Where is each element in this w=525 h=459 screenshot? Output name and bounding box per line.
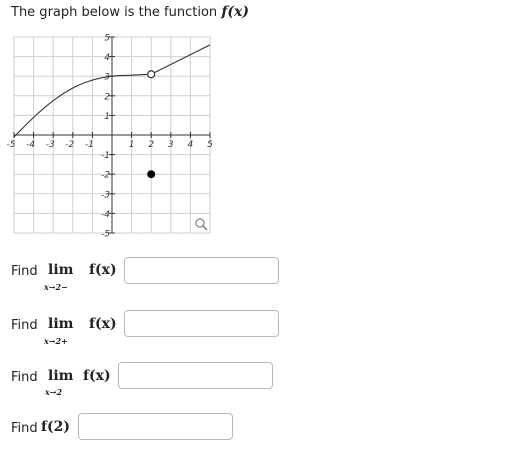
part-two-sided-limit: [11, 362, 411, 402]
x-tick-label: -2: [65, 140, 75, 150]
left-limit-input[interactable]: [124, 257, 279, 284]
function-label: f(2): [41, 419, 71, 435]
y-tick-label: 2: [104, 92, 110, 103]
x-tick-label: 3: [167, 140, 174, 150]
question-prefix: The graph below is the function: [11, 5, 218, 20]
approach-label: x→2−: [44, 282, 68, 292]
function-label: f(x): [89, 262, 117, 278]
x-tick-label: -3: [45, 140, 55, 150]
y-tick-label: 1: [104, 111, 110, 122]
function-label: f(x): [89, 316, 117, 332]
lim-label: lim: [48, 316, 74, 332]
x-tick-label: -5: [6, 140, 16, 150]
closed-point: [147, 170, 155, 178]
magnify-icon[interactable]: [196, 219, 207, 230]
curve-right-branch: [151, 45, 210, 74]
find-label: Find: [11, 264, 38, 279]
y-tick-label: 3: [104, 72, 110, 83]
lim-label: lim: [48, 368, 74, 384]
function-label: f(x): [83, 368, 111, 384]
two-sided-limit-input[interactable]: [118, 362, 273, 389]
find-label: Find: [11, 421, 38, 436]
x-tick-label: -4: [26, 140, 36, 150]
y-tick-label: -3: [101, 190, 110, 201]
y-tick-label: 4: [104, 53, 110, 64]
approach-label: x→2: [45, 387, 63, 397]
x-tick-label: 1: [128, 140, 135, 150]
y-tick-label: -4: [101, 209, 110, 220]
open-point: [148, 71, 155, 78]
part-right-limit: [11, 310, 411, 350]
part-left-limit: [11, 256, 411, 296]
x-tick-label: 2: [148, 140, 155, 150]
function-name: f(x): [221, 4, 249, 20]
right-limit-input[interactable]: [124, 310, 279, 337]
x-tick-label: 5: [207, 140, 213, 150]
part-function-value: [11, 411, 411, 451]
x-tick-label: 4: [187, 140, 194, 150]
graph-tick-labels: [7, 34, 214, 240]
approach-label: x→2+: [44, 336, 68, 346]
function-value-input[interactable]: [78, 413, 233, 440]
y-tick-label: -2: [101, 170, 110, 181]
x-tick-label: -1: [84, 140, 94, 150]
find-label: Find: [11, 318, 38, 333]
question-text: [11, 4, 249, 20]
curve-left-branch: [14, 74, 151, 137]
lim-label: lim: [48, 262, 74, 278]
graph-axes: [14, 37, 210, 233]
function-graph: [6, 33, 213, 240]
y-tick-label: -1: [101, 151, 110, 162]
find-label: Find: [11, 370, 38, 385]
y-tick-label: 5: [104, 33, 110, 44]
y-tick-label: -5: [101, 229, 110, 240]
